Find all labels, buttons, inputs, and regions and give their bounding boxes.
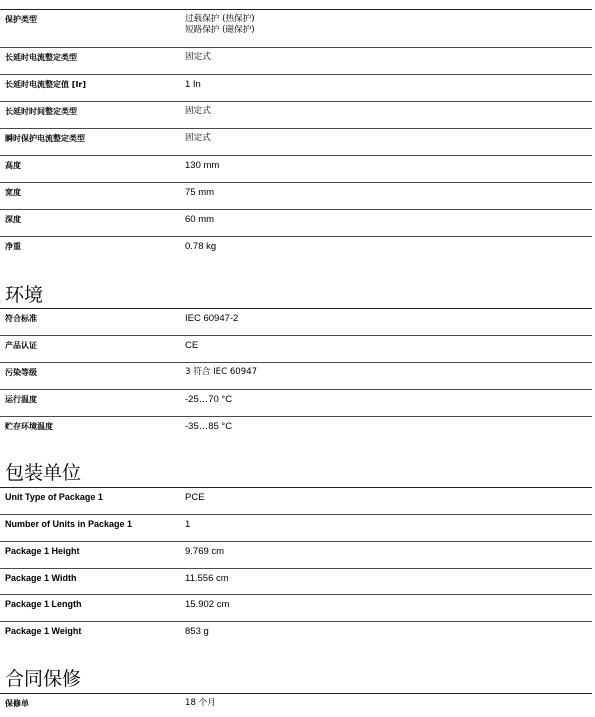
spec-row: [0, 101, 592, 129]
environment-table: [0, 308, 592, 441]
spec-value: 固定式: [185, 133, 211, 143]
spec-value: 固定式: [185, 52, 211, 62]
spec-row: [0, 594, 592, 622]
spec-row: [0, 182, 592, 210]
spec-value: CE: [185, 340, 199, 351]
spec-row: [0, 416, 592, 442]
spec-value: 固定式: [185, 106, 211, 116]
spec-label: 瞬时保护电流整定类型: [5, 134, 85, 143]
spec-label: Package 1 Height: [5, 546, 80, 556]
spec-value: 1 In: [185, 79, 201, 90]
spec-label: 长延时时间整定类型: [5, 107, 77, 116]
spec-row: [0, 74, 592, 102]
spec-label: 长延时电流整定类型: [5, 53, 77, 62]
spec-value-line: 短路保护 (磁保护): [185, 25, 255, 35]
spec-value: 130 mm: [185, 160, 220, 171]
spec-label: 保修单: [5, 699, 29, 708]
spec-value: -35…85 °C: [185, 421, 233, 432]
warranty-table: [0, 693, 592, 717]
spec-value: 11.556 cm: [185, 573, 229, 584]
spec-row: [0, 621, 592, 648]
packaging-heading: 包装单位: [5, 462, 82, 484]
spec-label: 产品认证: [5, 341, 37, 350]
spec-row: [0, 155, 592, 183]
spec-value: 60 mm: [185, 214, 215, 225]
spec-label: Unit Type of Package 1: [5, 492, 103, 502]
spec-label: 保护类型: [5, 15, 37, 24]
spec-label: 高度: [5, 161, 21, 170]
spec-value: 9.769 cm: [185, 546, 225, 557]
spec-value-line: 过载保护 (热保护): [185, 14, 255, 24]
spec-row: [0, 308, 592, 336]
spec-row: [0, 693, 592, 717]
spec-value: [185, 14, 255, 36]
spec-value: 853 g: [185, 626, 209, 637]
spec-value: 15.902 cm: [185, 599, 230, 610]
spec-value: 18 个月: [185, 698, 216, 708]
environment-heading: 环境: [5, 284, 44, 306]
spec-row: [0, 128, 592, 156]
spec-value: 1: [185, 519, 191, 530]
spec-label: Package 1 Weight: [5, 626, 82, 636]
spec-row: [0, 568, 592, 595]
spec-value: -25…70 °C: [185, 394, 233, 405]
warranty-heading: 合同保修: [5, 668, 82, 690]
spec-value: 75 mm: [185, 187, 215, 198]
spec-row: [0, 209, 592, 237]
spec-label: 净重: [5, 242, 21, 251]
packaging-table: [0, 487, 592, 647]
spec-label: 符合标准: [5, 314, 37, 323]
spec-row: [0, 514, 592, 542]
spec-row: [0, 236, 592, 263]
spec-value: 3 符合 IEC 60947: [185, 367, 258, 377]
tech-spec-table: [0, 0, 592, 262]
spec-row: [0, 335, 592, 363]
spec-value: 0.78 kg: [185, 241, 217, 252]
spec-label: 长延时电流整定值 [Ir]: [5, 80, 87, 89]
spec-row: [0, 541, 592, 569]
spec-label: 运行温度: [5, 395, 37, 404]
spec-label: 宽度: [5, 188, 21, 197]
spec-label: Package 1 Length: [5, 599, 82, 609]
spec-label: 贮存环境温度: [5, 422, 53, 431]
spec-label: Package 1 Width: [5, 573, 77, 583]
spec-value: IEC 60947-2: [185, 313, 239, 324]
spec-label: Number of Units in Package 1: [5, 519, 133, 529]
spec-row: [0, 362, 592, 390]
spec-row: [0, 9, 592, 46]
spec-row: [0, 389, 592, 417]
spec-label: 深度: [5, 215, 21, 224]
spec-value: PCE: [185, 492, 205, 503]
spec-label: 污染等级: [5, 368, 37, 377]
spec-row: [0, 47, 592, 75]
spec-row: [0, 487, 592, 515]
